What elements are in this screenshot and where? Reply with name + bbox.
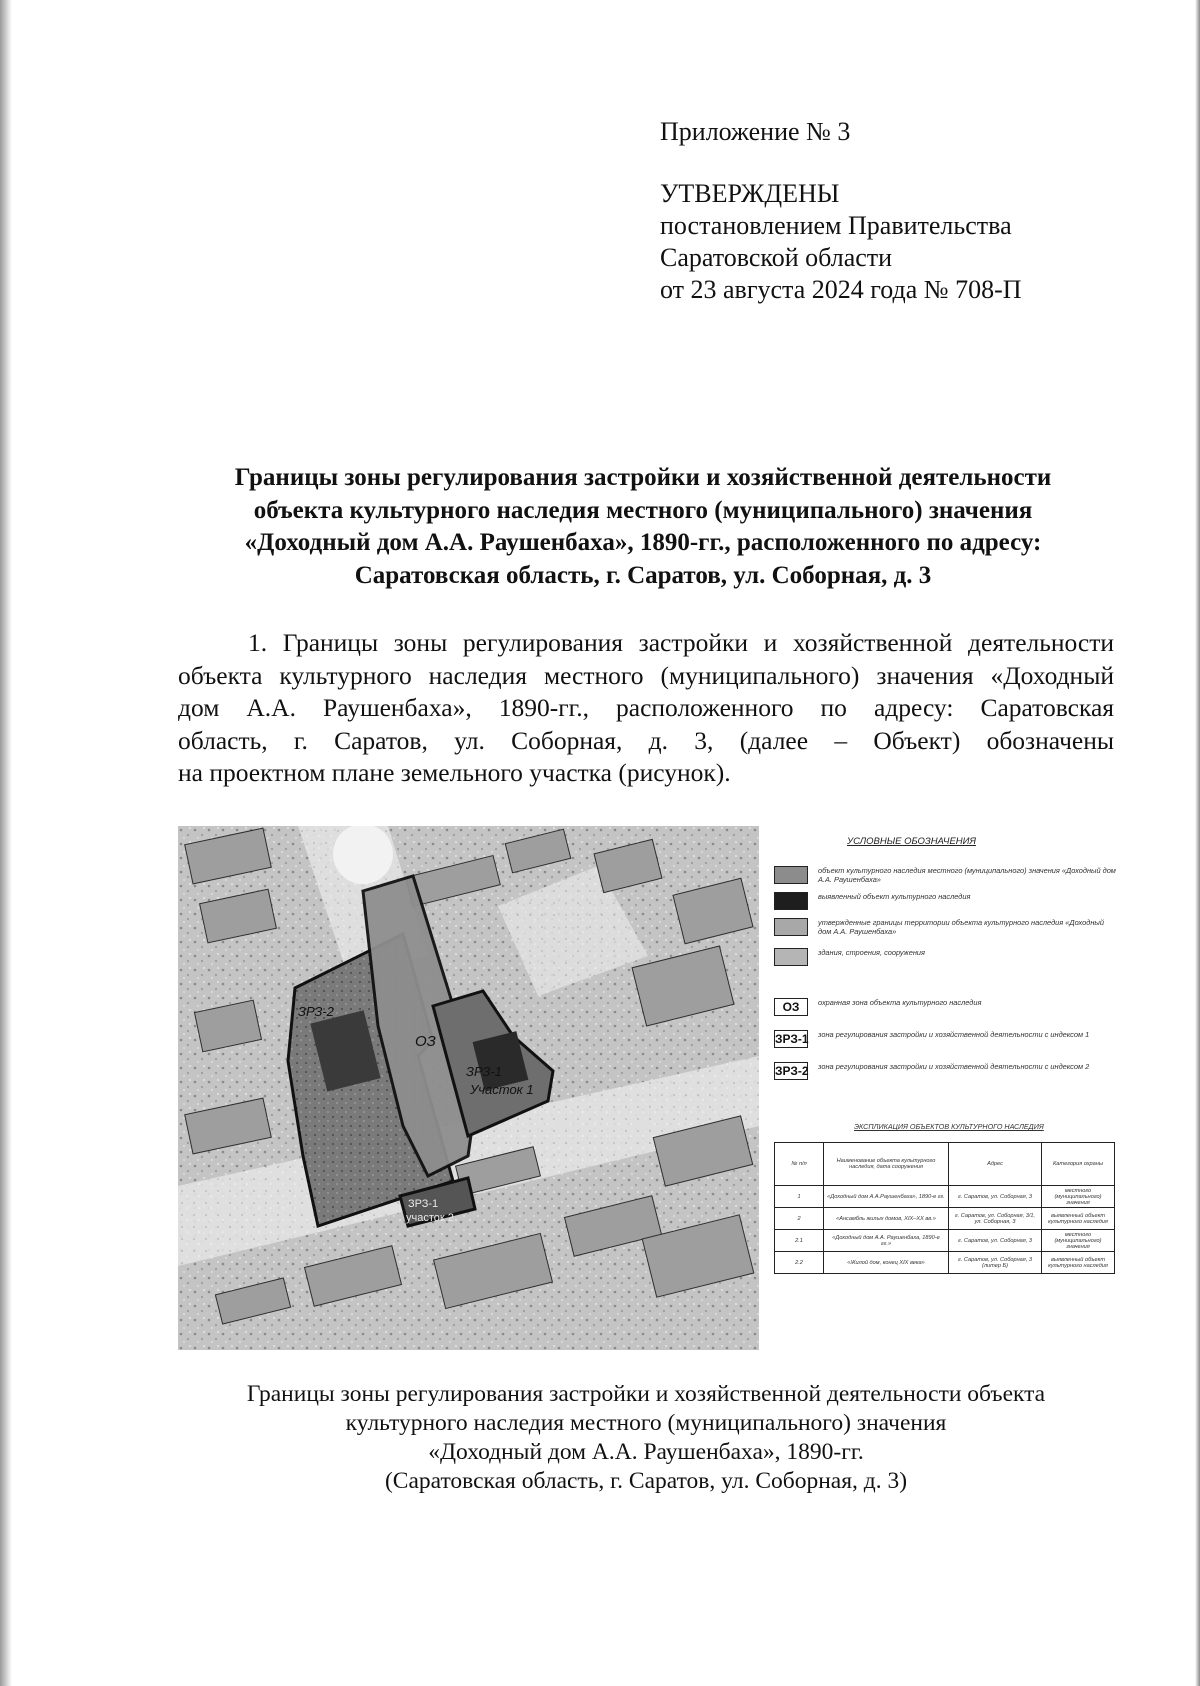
scan-edge-left [0, 0, 12, 1686]
table-row [775, 1186, 1115, 1208]
legend-code: ОЗ [774, 998, 808, 1016]
table-cell: выявленный объект культурного наследия [1042, 1208, 1115, 1230]
table-cell: 2 [775, 1208, 824, 1230]
approval-line: постановлением Правительства [660, 211, 1012, 240]
table-cell: местного (муниципального) значения [1042, 1186, 1115, 1208]
document-title [178, 462, 1108, 592]
table-cell: 2.2 [775, 1252, 824, 1274]
paragraph-line: на проектном плане земельного участка (рисунок). [178, 758, 731, 787]
legend-text: здания, строения, сооружения [818, 948, 925, 957]
table-cell: «Жилой дом, конец XIX века» [824, 1252, 949, 1274]
approval-line: от 23 августа 2024 года № 708-П [660, 275, 1022, 304]
oz-label: ОЗ [415, 1033, 436, 1050]
table-cell: г. Саратов, ул. Соборная, 3 [949, 1186, 1042, 1208]
table-cell: 1 [775, 1186, 824, 1208]
legend-text: выявленный объект культурного наследия [818, 892, 971, 901]
legend-text: утвержденные границы территории объекта культурного наследия «Доходный дом А.А. Раушенбаха» [818, 918, 1104, 936]
explication-title: ЭКСПЛИКАЦИЯ ОБЪЕКТОВ КУЛЬТУРНОГО НАСЛЕДИЯ [854, 1122, 1044, 1131]
approved-heading: УТВЕРЖДЕНЫ [660, 179, 840, 208]
legend-text: охранная зона объекта культурного наследия [818, 998, 982, 1007]
map-legend [772, 836, 1117, 1276]
plot2-label: участок 2 [406, 1212, 454, 1224]
title-line: объекта культурного наследия местного (муниципального) значения [253, 496, 1033, 524]
table-cell: г. Саратов, ул. Соборная, 3 (литер Б) [949, 1252, 1042, 1274]
legend-text: зона регулирования застройки и хозяйственной деятельности с индексом 1 [818, 1030, 1090, 1039]
zrz2-label: ЗРЗ-2 [298, 1004, 334, 1019]
caption-line: «Доходный дом А.А. Раушенбаха», 1890-гг. [428, 1439, 864, 1465]
zrz1-label: ЗРЗ-1 [466, 1064, 502, 1079]
round-feature [333, 826, 393, 884]
table-cell: «Ансамбль жилых домов, XIX–XX вв.» [824, 1208, 949, 1230]
caption-line: (Саратовская область, г. Саратов, ул. Соборная, д. 3) [384, 1468, 908, 1494]
caption-line: культурного наследия местного (муниципального) значения [345, 1410, 947, 1436]
table-row [775, 1208, 1115, 1230]
column-header: Адрес [949, 1143, 1042, 1186]
legend-text: зона регулирования застройки и хозяйственной деятельности с индексом 2 [818, 1062, 1090, 1071]
legend-text: объект культурного наследия местного (муниципального) значения «Доходный дом А.А. Раушенбаха» [818, 866, 1116, 884]
zone-map [178, 826, 759, 1350]
approval-line: Саратовской области [660, 243, 893, 272]
table-cell: «Доходный дом А.А.Раушенбаха», 1890-е гг. [824, 1186, 949, 1208]
title-line: «Доходный дом А.А. Раушенбаха», 1890-гг., расположенного по адресу: [244, 529, 1042, 556]
zrz1b-label: ЗРЗ-1 [408, 1198, 439, 1210]
table-cell: г. Саратов, ул. Соборная, 3 [949, 1230, 1042, 1252]
legend-code: ЗРЗ-2 [775, 1064, 809, 1078]
legend-code: ЗРЗ-1 [775, 1032, 809, 1046]
paragraph-line: область, г. Саратов, ул. Соборная, д. 3, (далее – Объект) обозначены [178, 725, 1114, 755]
legend-swatch [774, 892, 808, 910]
table-row [775, 1230, 1115, 1252]
title-line: Границы зоны регулирования застройки и хозяйственной деятельности [234, 464, 1052, 491]
legend-title: УСЛОВНЫЕ ОБОЗНАЧЕНИЯ [847, 836, 976, 847]
appendix-number: Приложение № 3 [660, 117, 851, 146]
figure-caption [178, 1380, 1114, 1496]
table-cell: местного (муниципального) значения [1042, 1230, 1115, 1252]
legend-swatch [774, 918, 808, 936]
scan-edge-right [1195, 0, 1200, 1686]
plot1-label: Участок 1 [470, 1082, 534, 1097]
map-svg [178, 826, 759, 1350]
paragraph-line: дом А.А. Раушенбаха», 1890-гг., расположенного по адресу: Саратовская [178, 693, 1114, 722]
body-paragraph [178, 627, 1114, 790]
table-cell: «Доходный дом А.А. Раушенбаха, 1890-е гг.» [824, 1230, 949, 1252]
legend-swatch [774, 948, 808, 966]
table-cell: г. Саратов, ул. Соборная, 3/1, ул. Соборная, 3 [949, 1208, 1042, 1230]
title-line: Саратовская область, г. Саратов, ул. Соборная, д. 3 [354, 561, 932, 589]
column-header: № п/п [775, 1143, 824, 1186]
explication-table [774, 1142, 1115, 1274]
legend-swatch [774, 866, 808, 884]
column-header: Категория охраны [1042, 1143, 1115, 1186]
paragraph-line: объекта культурного наследия местного (муниципального) значения «Доходный [178, 660, 1114, 690]
column-header: Наименование объекта культурного наследия, дата сооружения [824, 1143, 949, 1186]
table-cell: 2.1 [775, 1230, 824, 1252]
table-cell: выявленный объект культурного наследия [1042, 1252, 1115, 1274]
approval-block [660, 116, 1022, 306]
caption-line: Границы зоны регулирования застройки и хозяйственной деятельности объекта [246, 1381, 1046, 1407]
paragraph-line: 1. Границы зоны регулирования застройки и хозяйственной деятельности [248, 628, 1114, 657]
table-header-row [775, 1143, 1115, 1186]
table-row [775, 1252, 1115, 1274]
